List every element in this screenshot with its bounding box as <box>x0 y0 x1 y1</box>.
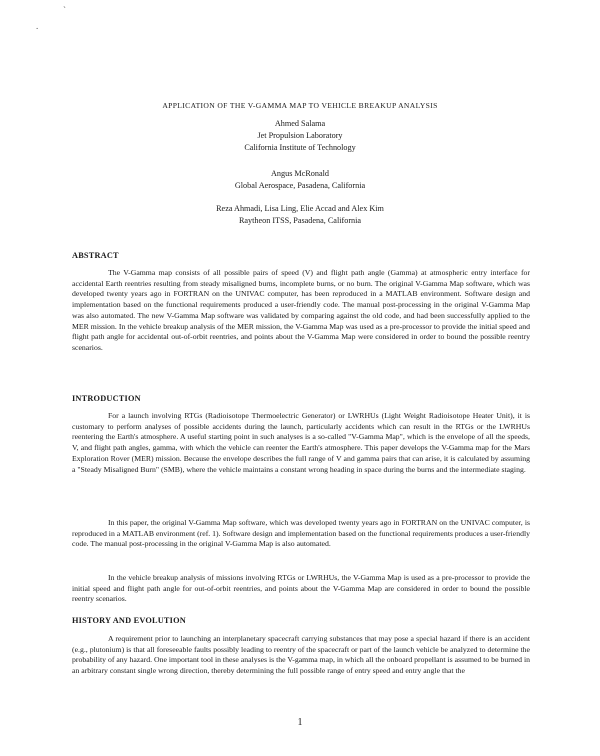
paragraph-text: In the vehicle breakup analysis of missions involving RTGs or LWRHUs, the V-Gamma Map is used as a pre-processor to provide the initial speed and flight path angle for out-of-orbit reentries, and points about the V-Gamma Map are considered in order to bound the possible reentry scenarios. <box>72 573 530 604</box>
author-affiliation: Jet Propulsion Laboratory <box>257 131 343 140</box>
author-name: Angus McRonald <box>271 169 329 178</box>
author-affiliation: Global Aerospace, Pasadena, California <box>234 181 366 190</box>
paper-title: APPLICATION OF THE V-GAMMA MAP TO VEHICLE BREAKUP ANALYSIS <box>162 101 438 110</box>
introduction-paragraph-1 <box>72 411 530 475</box>
introduction-paragraph-3 <box>72 573 530 605</box>
scan-mark: ` <box>63 5 66 15</box>
abstract-text: The V-Gamma map consists of all possible pairs of speed (V) and flight path angle (Gamma) at atmospheric entry interface for accidental Earth reentries resulting from steady misaligned burns, incomplete burns, or no burn. The original V-Gamma Map software, which was developed twenty years ago in FORTRAN on the UNIVAC computer, has been reproduced in a MATLAB environment. Software design and implementation based on the functional requirements produced a user-friendly code. The manual post-processing in the original V-Gamma Map was also automated. The new V-Gamma Map software was validated by comparing against the old code, and had been successfully applied to the MER mission. In the vehicle breakup analysis of the MER mission, the V-Gamma Map was used as a pre-processor to provide the initial speed and flight path angle for accidental out-of-orbit reentries, and points about the V-Gamma Map were considered in order to bound the possible reentry scenarios. <box>72 268 530 352</box>
author-block-1 <box>120 118 480 154</box>
paragraph-text: For a launch involving RTGs (Radioisotope Thermoelectric Generator) or LWRHUs (Light Weight Radioisotope Heater Unit), it is customary to perform analyses of possible accidents during the launch, particularly accidents which can result in the RTGs or the LWRHUs reentering the Earth's atmosphere. A useful starting point in such analyses is a so-called "V-Gamma Map", which is the envelope of all the speeds, V, and flight path angles, gamma, with which the vehicle can reenter the Earth's atmosphere. This paper develops the V-Gamma map for the Mars Exploration Rover (MER) mission. Because the envelope describes the full range of V and gamma pairs that can arise, it is calculated by assuming a "Steady Misaligned Burn" (SMB), where the vehicle maintains a constant wrong heading in space during the burns and the intermediate staging. <box>72 411 530 474</box>
paragraph-text: A requirement prior to launching an interplanetary spacecraft carrying substances that may pose a special hazard if there is an accident (e.g., plutonium) is that all foreseeable faults possibly leading to reentry of the spacecraft or part of the launch vehicle be analyzed to determine the probability of any hazard. One important tool in these analyses is the V-gamma map, in which all the onboard propellant is assumed to be burned in an arbitrary constant single wrong direction, thereby determining the full possible range of entry speed and entry angle that the <box>72 634 530 676</box>
history-paragraph-1 <box>72 634 530 677</box>
introduction-heading: INTRODUCTION <box>72 394 141 403</box>
abstract-heading: ABSTRACT <box>72 251 119 260</box>
author-affiliation: Raytheon ITSS, Pasadena, California <box>238 216 362 225</box>
page-number: 1 <box>297 717 303 728</box>
author-name: Reza Ahmadi, Lisa Ling, Elie Accad and Alex Kim <box>216 204 384 213</box>
author-affiliation: California Institute of Technology <box>244 143 356 152</box>
abstract-paragraph <box>72 268 530 354</box>
author-name: Ahmed Salama <box>274 119 326 128</box>
paragraph-text: In this paper, the original V-Gamma Map software, which was developed twenty years ago in FORTRAN on the UNIVAC computer, is reproduced in a MATLAB environment (ref. 1). Software design and implementation based on the functional requirements produces a user-friendly code. The manual post-processing in the original V-Gamma Map is also automated. <box>72 518 530 549</box>
history-heading: HISTORY AND EVOLUTION <box>72 616 186 625</box>
introduction-paragraph-2 <box>72 518 530 550</box>
author-block-2 <box>120 168 480 192</box>
author-block-3 <box>120 203 480 227</box>
scan-mark: . <box>36 21 39 31</box>
